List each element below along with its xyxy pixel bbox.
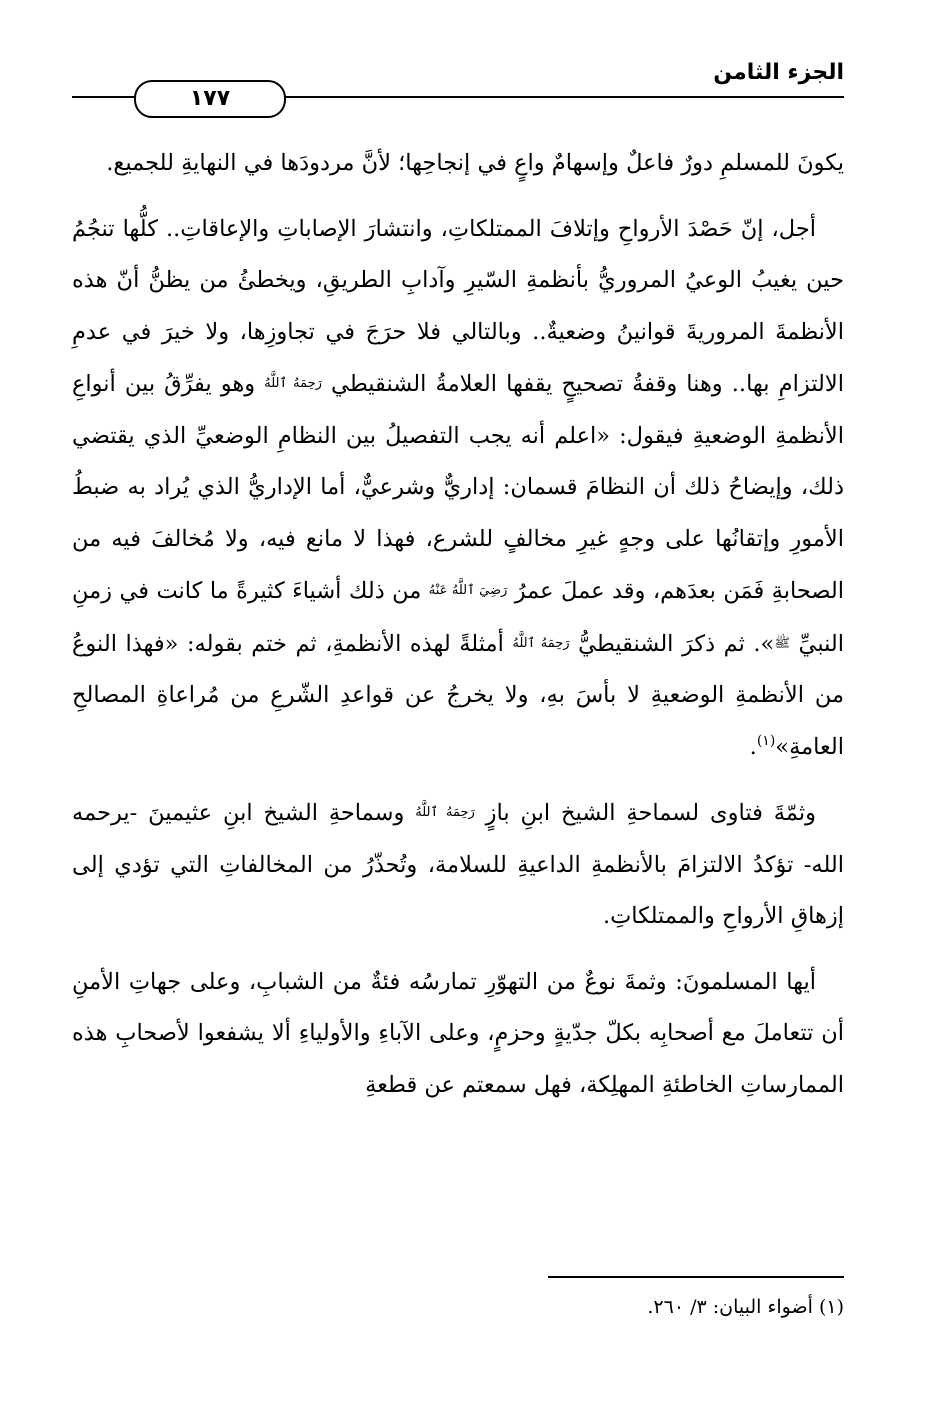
- paragraph-text: وهو يفرِّقُ بين أنواعِ الأنظمةِ الوضعيةِ فيقول: «اعلم أنه يجب التفصيلُ بين النظامِ الوضعيِّ الذي يقتضي ذلك، وإيضاحُ ذلك أن النظامَ قسمان: إداريٌّ وشرعيٌّ، أما الإداريُّ الذي يُراد به ضبطُ الأمورِ وإتقانُها على وجهٍ غيرِ مخالفٍ للشرع، فهذا لا مانع فيه، ولا مُخالفَ فيه من الصحابةِ فَمَن بعدَهم، وقد عملَ عمرُ: [72, 371, 844, 604]
- paragraph-text: من ذلك أشياءَ كثيرةً ما كانت في زمنِ النبيِّ: [72, 578, 844, 657]
- running-title: الجزء الثامن: [713, 60, 844, 85]
- paragraph-text: يكونَ للمسلمِ دورٌ فاعلٌ وإسهامٌ واعٍ في إنجاحِها؛ لأنَّ مردودَها في النهايةِ للجميع.: [106, 150, 844, 176]
- paragraph: [72, 787, 844, 943]
- honorific-phrase: رَحِمَهُ ٱللَّهُ: [512, 635, 570, 651]
- honorific-phrase: رَحِمَهُ ٱللَّهُ: [415, 805, 475, 820]
- paragraph-text: .: [749, 733, 757, 760]
- paragraph-text: ». ثم ذكرَ الشنقيطيُّ: [569, 630, 775, 657]
- footnote-reference: (١): [756, 732, 776, 749]
- paragraph: [72, 204, 844, 774]
- footnote-rule: [548, 1276, 844, 1278]
- footnote: (١) أضواء البيان: ٣/ ٢٦٠.: [647, 1296, 844, 1318]
- paragraph: [72, 138, 844, 190]
- page-number: ١٧٧: [134, 80, 286, 118]
- paragraph-text: أيها المسلمونَ: وثمةَ نوعٌ من التهوّرِ تمارسُه فئةٌ من الشبابِ، وعلى جهاتِ الأمنِ أن تتعاملَ مع أصحابِه بكلّ جدّيةٍ وحزمٍ، وعلى الآباءِ والأولياءِ ألا يشفعوا لأصحابِ هذه الممارساتِ الخاطئةِ المهلِكة، فهل سمعتم عن قطعةِ: [72, 968, 844, 1098]
- honorific-phrase: رَضِيَ ٱللَّهُ عَنْهُ: [428, 583, 508, 598]
- paragraph-text: وثمّةَ فتاوى لسماحةِ الشيخ ابنِ بازٍ: [474, 800, 816, 826]
- paragraph-text: أمثلةً لهذه الأنظمةِ، ثم ختم بقوله: «فهذا النوعُ من الأنظمةِ الوضعيةِ لا بأسَ بهِ، ولا يخرجُ عن قواعدِ الشّرعِ من مُراعاةِ المصالحِ العامةِ»: [72, 630, 844, 760]
- honorific-phrase: ﷺ: [774, 635, 791, 651]
- body-text: [72, 138, 844, 1125]
- honorific-phrase: رَحِمَهُ ٱللَّهُ: [264, 376, 322, 391]
- page-header: [72, 52, 844, 112]
- paragraph-text: وسماحةِ الشيخ ابنِ عثيمينَ -يرحمه الله- تؤكدُ الالتزامَ بالأنظمةِ الداعيةِ للسلامة، وتُحذّرُ من المخالفاتِ التي تؤدي إلى إزهاقِ الأرواحِ والممتلكاتِ.: [72, 800, 844, 929]
- paragraph: [72, 957, 844, 1112]
- paragraph-text: أجل، إنّ حَصْدَ الأرواحِ وإتلافَ الممتلكاتِ، وانتشارَ الإصاباتِ والإعاقاتِ.. كلُّها تنجُمُ حين يغيبُ الوعيُ المروريُّ بأنظمةِ السّيرِ وآدابِ الطريقِ، ويخطئُ من يظنُّ أنّ هذه الأنظمةَ المروريةَ قوانينُ وضعيةٌ.. وبالتالي فلا حرَجَ في تجاوزِها، ولا خيرَ في عدمِ الالتزامِ بها.. وهنا وقفةُ تصحيحٍ يقفها العلامةُ الشنقيطي: [72, 215, 844, 397]
